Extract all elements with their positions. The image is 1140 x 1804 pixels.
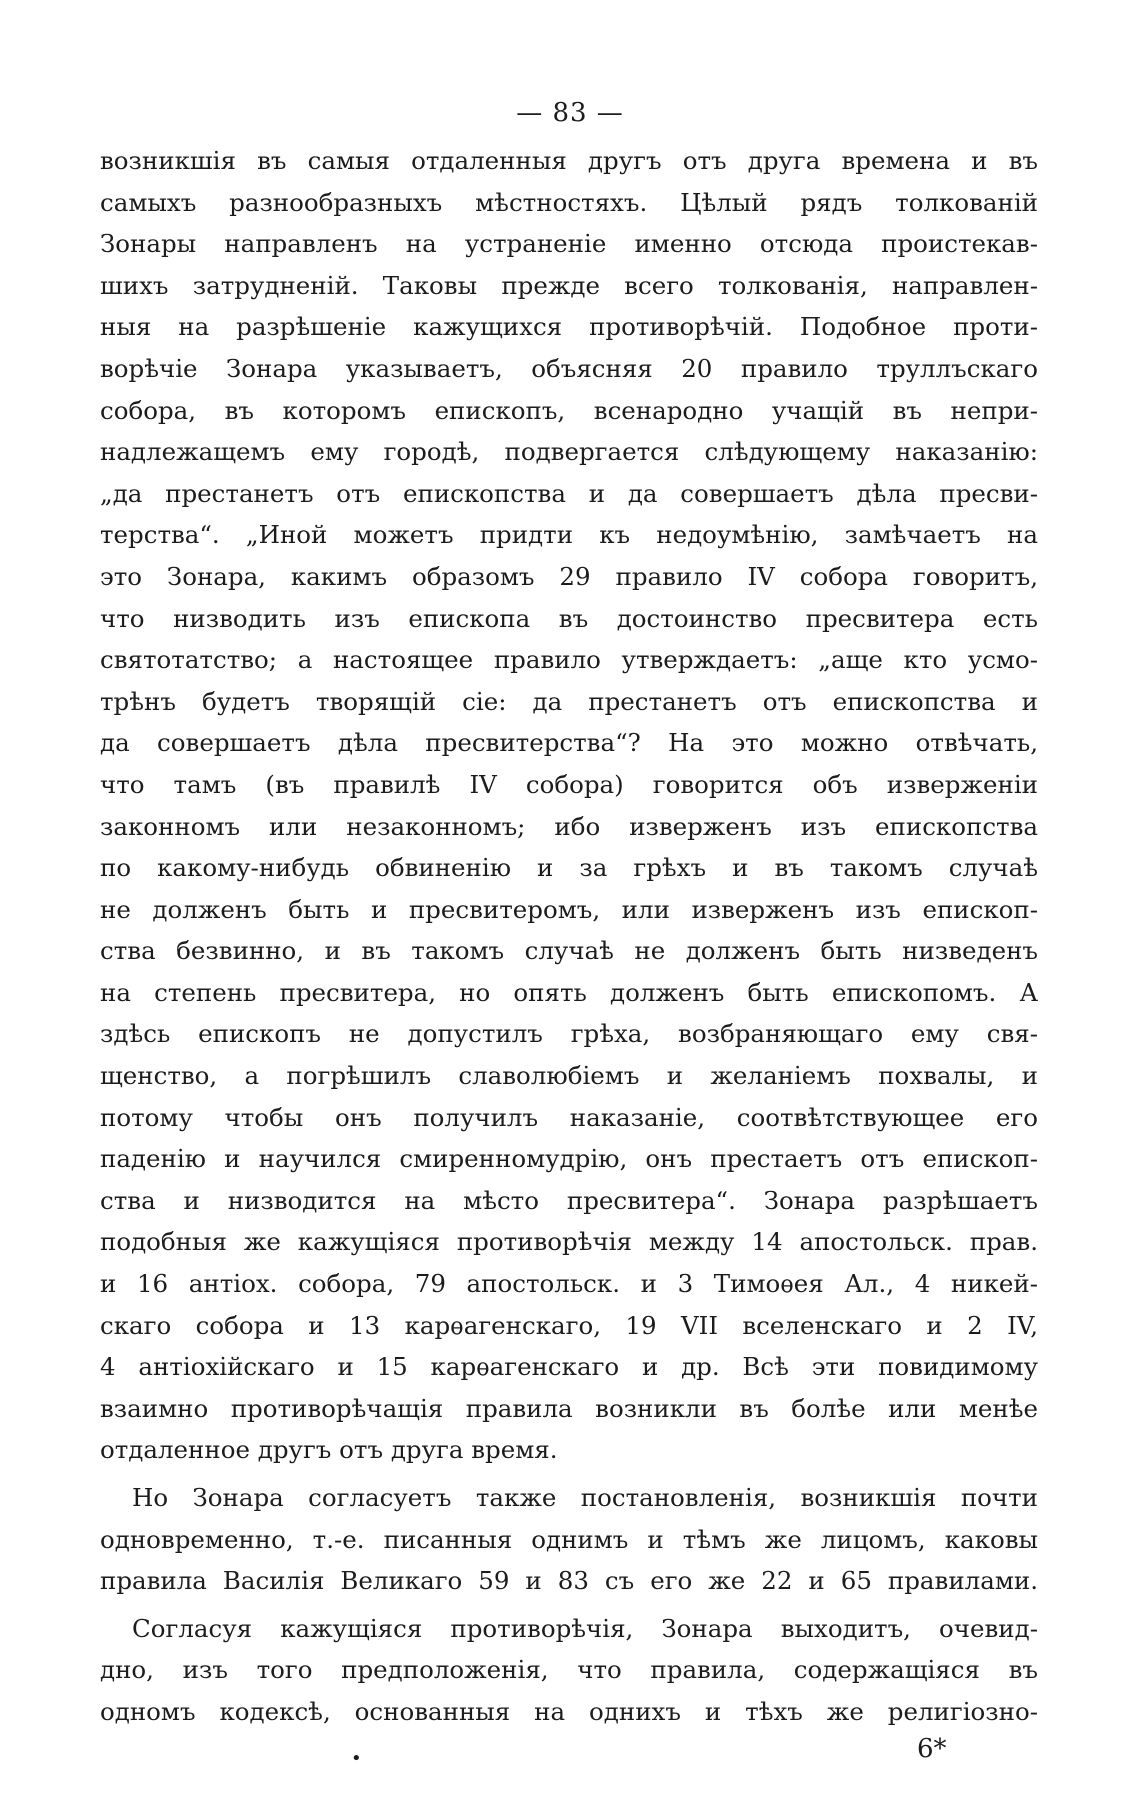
text-line: на степень пресвитера, но опять долженъ быть епископомъ. А [100, 977, 1038, 1007]
text-line: да совершаетъ дѣла пресвитерства“? На это можно отвѣчать, [100, 728, 1038, 758]
paragraph-3 [100, 1608, 1038, 1733]
paragraph-2 [100, 1477, 1038, 1602]
text-line: правила Василія Великаго 59 и 83 съ его же 22 и 65 правилами. [100, 1566, 1038, 1596]
text-line: возникшія въ самыя отдаленныя другъ отъ друга времена и въ [100, 146, 1038, 175]
text-line: по какому-нибудь обвиненію и за грѣхъ и въ такомъ случаѣ [100, 853, 1038, 883]
text-line: Согласуя кажущіяся противорѣчія, Зонара выходитъ, очевид- [132, 1613, 1038, 1643]
text-line: потому чтобы онъ получилъ наказаніе, соотвѣтствующее его [100, 1102, 1038, 1132]
text-line: что низводить изъ епископа въ достоинство пресвитера есть [100, 603, 1038, 633]
text-line: взаимно противорѣчащія правила возникли въ болѣе или менѣе [100, 1393, 1038, 1423]
text-line: это Зонара, какимъ образомъ 29 правило IV собора говоритъ, [100, 561, 1038, 591]
paragraph-1 [100, 140, 1038, 1471]
text-line: щенство, а погрѣшилъ славолюбіемъ и желаніемъ похвалы, и [100, 1061, 1038, 1091]
text-line: подобныя же кажущіяся противорѣчія между 14 апостольск. прав. [100, 1227, 1038, 1257]
text-line: надлежащемъ ему городѣ, подвергается слѣдующему наказанію: [100, 437, 1038, 467]
text-line: терства“. „Иной можетъ придти къ недоумѣнію, замѣчаетъ на [100, 520, 1038, 550]
text-line: ства безвинно, и въ такомъ случаѣ не долженъ быть низведенъ [100, 936, 1038, 966]
page-number: — 83 — [516, 98, 624, 128]
text-line: святотатство; а настоящее правило утверждаетъ: „аще кто усмо- [100, 645, 1038, 675]
text-line: скаго собора и 13 карѳагенскаго, 19 VII вселенскаго и 2 IV, [100, 1310, 1038, 1340]
text-line: ства и низводится на мѣсто пресвитера“. Зонара разрѣшаетъ [100, 1185, 1038, 1215]
text-line: ныя на разрѣшеніе кажущихся противорѣчій. Подобное проти- [100, 312, 1038, 342]
signature-mark: 6* [917, 1734, 947, 1764]
text-line: самыхъ разнообразныхъ мѣстностяхъ. Цѣлый рядъ толкованій [100, 187, 1038, 217]
text-line: законномъ или незаконномъ; ибо изверженъ изъ епископства [100, 811, 1038, 841]
text-line: паденію и научился смиренномудрію, онъ престаетъ отъ епископ- [100, 1144, 1038, 1174]
text-line: собора, въ которомъ епископъ, всенародно учащій въ непри- [100, 395, 1038, 425]
text-line: Но Зонара согласуетъ также постановленія, возникшія почти [132, 1483, 1038, 1512]
text-line: что тамъ (въ правилѣ IV собора) говорится объ изверженіи [100, 769, 1038, 799]
text-line: и 16 антіох. собора, 79 апостольск. и 3 Тимоѳея Ал., 4 никей- [100, 1269, 1038, 1299]
text-line: 4 антіохійскаго и 15 карѳагенскаго и др. Всѣ эти повидимому [100, 1352, 1038, 1382]
text-line: одномъ кодексѣ, основанныя на однихъ и тѣхъ же религіозно- [100, 1696, 1038, 1726]
footer-dot-mark: • [351, 1748, 362, 1769]
text-line: отдаленное другъ отъ друга время. [100, 1435, 558, 1465]
text-line: шихъ затрудненій. Таковы прежде всего толкованія, направлен- [100, 270, 1038, 300]
text-line: здѣсь епископъ не допустилъ грѣха, возбраняющаго ему свя- [100, 1019, 1038, 1049]
text-line: дно, изъ того предположенія, что правила, содержащіяся въ [100, 1655, 1038, 1685]
text-line: одновременно, т.-е. писанныя однимъ и тѣмъ же лицомъ, каковы [100, 1524, 1038, 1554]
body-text [100, 140, 1038, 1733]
text-line: ворѣчіе Зонара указываетъ, объясняя 20 правило труллъскаго [100, 353, 1038, 383]
text-line: трѣнъ будетъ творящій сіе: да престанетъ отъ епископства и [100, 686, 1038, 716]
text-line: не долженъ быть и пресвитеромъ, или изверженъ изъ епископ- [100, 894, 1038, 924]
text-line: „да престанетъ отъ епископства и да совершаетъ дѣла пресви- [100, 478, 1038, 508]
text-line: Зонары направленъ на устраненіе именно отсюда проистекав- [100, 229, 1038, 259]
